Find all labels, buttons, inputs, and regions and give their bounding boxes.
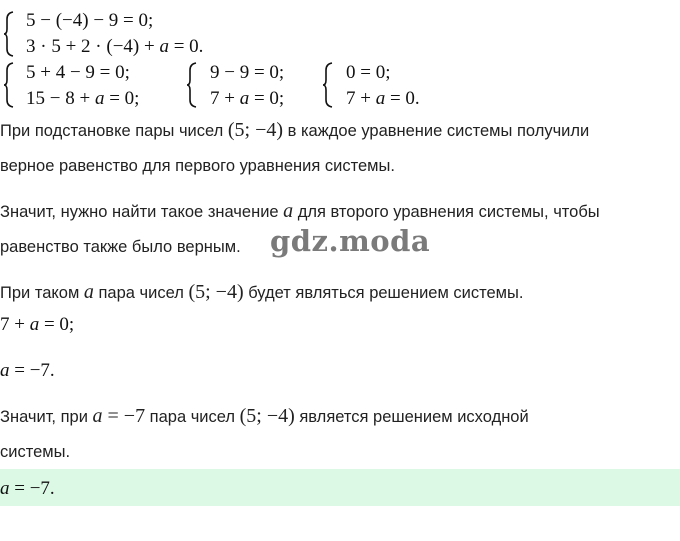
system-brace-3 — [186, 62, 198, 108]
equation-a-value: a = −7. — [0, 360, 55, 381]
system2-bottom: 15 − 8 + a = 0; — [26, 88, 140, 109]
paragraph-4-line-2: системы. — [0, 443, 71, 461]
system1-line2: 3 · 5 + 2 · (−4) + a = 0. — [26, 36, 204, 57]
system4-bottom: 7 + a = 0. — [346, 88, 420, 109]
system-brace-2 — [3, 62, 15, 108]
system3-top: 9 − 9 = 0; — [210, 62, 285, 83]
answer-text: a = −7. — [0, 478, 55, 499]
system2-top: 5 + 4 − 9 = 0; — [26, 62, 130, 83]
paragraph-2-line-1: Значит, нужно найти такое значение a для второго уравнения системы, чтобы — [0, 200, 600, 222]
paragraph-3: При таком a пара чисел (5; −4) будет являться решением системы. — [0, 281, 524, 303]
watermark-logo: gdz.moda — [270, 224, 431, 258]
answer-box — [0, 469, 680, 506]
paragraph-1-line-1: При подстановке пары чисел (5; −4) в каждое уравнение системы получили — [0, 119, 590, 141]
system1-line1: 5 − (−4) − 9 = 0; — [26, 10, 154, 31]
system-brace-1 — [3, 11, 15, 57]
paragraph-1-line-2: верное равенство для первого уравнения системы. — [0, 157, 395, 175]
system4-top: 0 = 0; — [346, 62, 391, 83]
paragraph-4-line-1: Значит, при a = −7 пара чисел (5; −4) является решением исходной — [0, 405, 529, 427]
system-brace-4 — [322, 62, 334, 108]
paragraph-2-line-2: равенство также было верным. — [0, 238, 241, 256]
system3-bottom: 7 + a = 0; — [210, 88, 285, 109]
equation-7-plus-a: 7 + a = 0; — [0, 314, 75, 335]
